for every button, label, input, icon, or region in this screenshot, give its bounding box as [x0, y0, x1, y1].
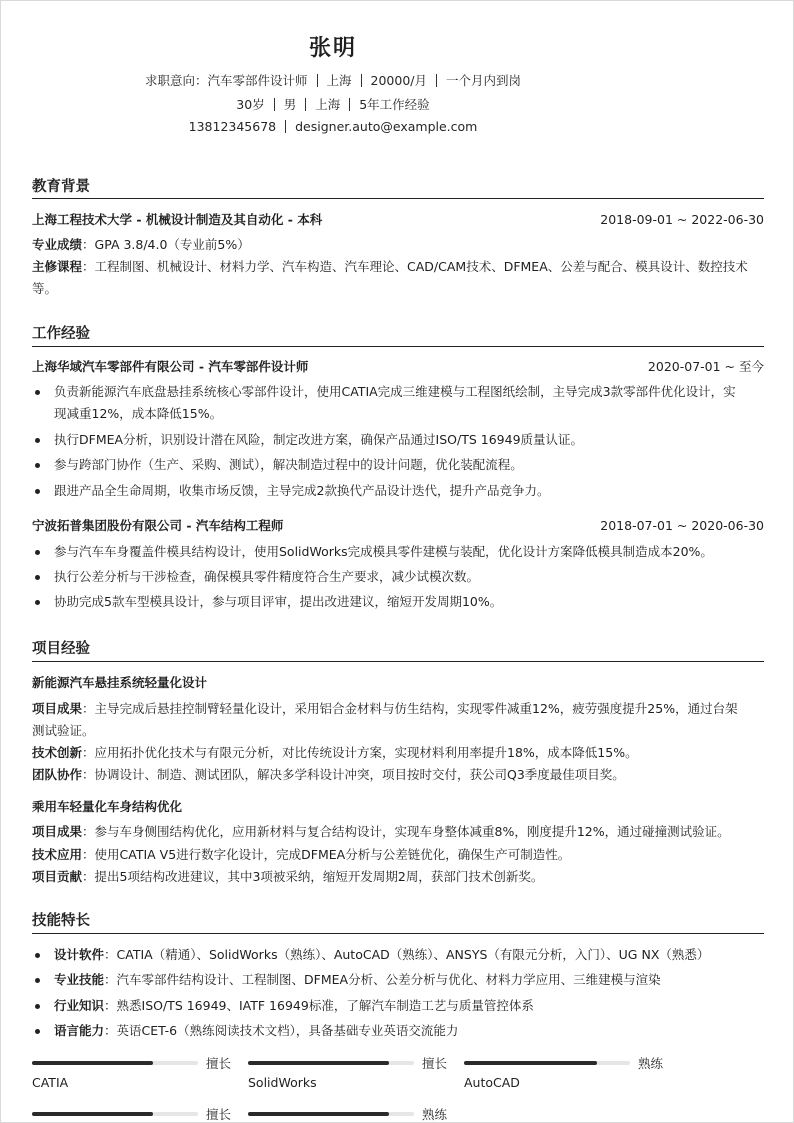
work-date: 2020-07-01 ~ 至今: [647, 359, 764, 374]
skill-bullet: [54, 944, 766, 966]
skill-bar: [464, 1061, 630, 1065]
skill-label: 语言能力: [54, 1023, 105, 1038]
project-item: [32, 742, 764, 764]
project-item-label: 技术创新: [32, 745, 83, 760]
skill-bar: [32, 1112, 198, 1116]
project-title: 新能源汽车悬挂系统轻量化设计: [32, 675, 208, 690]
phone: 13812345678: [188, 119, 277, 134]
work-bullet: 协助完成5款车型模具设计，参与项目评审，提出改进建议，缩短开发周期10%。: [54, 591, 766, 613]
courses-text: ：工程制图、机械设计、材料力学、汽车构造、汽车理论、CAD/CAM技术、DFMEA、公差与配合、模具设计、数控技术: [82, 259, 748, 274]
skill-label: 设计软件: [54, 947, 105, 962]
section-divider: [32, 346, 764, 347]
intent-city: 上海: [326, 73, 352, 88]
divider: [361, 74, 362, 87]
experience-years: 5年工作经验: [359, 97, 430, 112]
project-item: [32, 821, 764, 843]
education-date: 2018-09-01 ~ 2022-06-30: [600, 212, 764, 227]
project-item-text: ：参与车身侧围结构优化，应用新材料与复合结构设计，实现车身整体减重8%，刚度提升12%，通过碰撞测试验证。: [82, 824, 730, 839]
residence: 上海: [315, 97, 341, 112]
education-score: [32, 234, 764, 256]
candidate-name: 张明: [308, 36, 357, 61]
work-bullet: 执行公差分析与干涉检查，确保模具零件精度符合生产要求，减少试模次数。: [54, 566, 766, 588]
personal-info-line: [1, 95, 665, 113]
work-bullet: [54, 381, 766, 425]
project-item-label: 项目贡献: [32, 869, 83, 884]
work-entry-title: [32, 356, 764, 378]
skill-text: ：汽车零部件结构设计、工程制图、DFMEA分析、公差分析与优化、材料力学应用、三维建模与渲染: [104, 972, 661, 987]
skill-level: 熟练: [422, 1107, 448, 1122]
skill-level: 擅长: [422, 1056, 448, 1071]
project-item-label: 项目成果: [32, 824, 83, 839]
divider: [436, 74, 437, 87]
project-item: [32, 764, 764, 786]
skill-bullet: [54, 995, 766, 1017]
expected-salary: 20000/月: [370, 73, 427, 88]
skill-text: ：CATIA（精通）、SolidWorks（熟练）、AutoCAD（熟练）、ANSYS（有限元分析，入门）、UG NX（熟悉）: [104, 947, 710, 962]
divider: [349, 98, 350, 111]
skill-text: ：熟悉ISO/TS 16949、IATF 16949标准，了解汽车制造工艺与质量管控体系: [104, 998, 534, 1013]
courses-label: 主修课程: [32, 259, 83, 274]
work-bullet: 执行DFMEA分析，识别设计潜在风险，制定改进方案，确保产品通过ISO/TS 16949质量认证。: [54, 429, 766, 451]
skill-name: CATIA: [32, 1075, 69, 1090]
skill-level: 擅长: [206, 1107, 232, 1122]
contact-line: [1, 119, 665, 134]
job-intent: 求职意向：汽车零部件设计师: [144, 73, 308, 88]
divider: [317, 74, 318, 87]
education-entry: [32, 209, 764, 231]
section-title-projects: 项目经验: [32, 641, 90, 657]
divider: [274, 98, 275, 111]
section-divider: [32, 933, 764, 934]
skill-bar-fill: [464, 1061, 597, 1065]
availability: 一个月内到岗: [446, 73, 522, 88]
bullet-text: 负责新能源汽车底盘悬挂系统核心零部件设计，使用CATIA完成三维建模与工程图纸绘制，主导完成3款零部件优化设计，实: [54, 384, 736, 399]
skill-label: 专业技能: [54, 972, 105, 987]
project-item: [32, 866, 764, 888]
skill-bar-fill: [248, 1112, 389, 1116]
work-entry-title: [32, 515, 764, 537]
skill-name: SolidWorks: [248, 1075, 317, 1090]
education-courses: [32, 256, 764, 278]
project-item-text: ：使用CATIA V5进行数字化设计，完成DFMEA分析与公差链优化，确保生产可制造性。: [82, 847, 571, 862]
section-title-education: 教育背景: [32, 179, 90, 195]
skill-text: ：英语CET-6（熟练阅读技术文档），具备基础专业英语交流能力: [104, 1023, 459, 1038]
section-title-skills: 技能特长: [32, 913, 90, 929]
work-bullet: 跟进产品全生命周期，收集市场反馈，主导完成2款换代产品设计迭代，提升产品竞争力。: [54, 480, 766, 502]
work-title: 上海华域汽车零部件有限公司 - 汽车零部件设计师: [32, 359, 309, 374]
project-item-text: ：协调设计、制造、测试团队，解决多学科设计冲突，项目按时交付，获公司Q3季度最佳项目奖。: [82, 767, 625, 782]
education-title: 上海工程技术大学 - 机械设计制造及其自动化 - 本科: [32, 212, 323, 227]
skill-level: 擅长: [206, 1056, 232, 1071]
score-label: 专业成绩: [32, 237, 83, 252]
section-divider: [32, 661, 764, 662]
skill-bar: [32, 1061, 198, 1065]
skill-bar-fill: [32, 1112, 153, 1116]
project-item-text: ：提出5项结构改进建议，其中3项被采纳，缩短开发周期2周，获部门技术创新奖。: [82, 869, 544, 884]
skill-label: 行业知识: [54, 998, 105, 1013]
work-title: 宁波拓普集团股份有限公司 - 汽车结构工程师: [32, 518, 284, 533]
age: 30岁: [236, 97, 265, 112]
skill-bar: [248, 1061, 414, 1065]
gender: 男: [283, 97, 297, 112]
section-divider: [32, 198, 764, 199]
project-item-label: 团队协作: [32, 767, 83, 782]
education-courses-cont: 等。: [32, 281, 58, 296]
project-title: 乘用车轻量化车身结构优化: [32, 799, 183, 814]
divider: [305, 98, 306, 111]
divider: [285, 120, 286, 133]
project-item: [32, 844, 764, 866]
skill-bar: [248, 1112, 414, 1116]
skill-bar-fill: [32, 1061, 153, 1065]
project-item-label: 技术应用: [32, 847, 83, 862]
work-bullet: 参与跨部门协作（生产、采购、测试），解决制造过程中的设计问题，优化装配流程。: [54, 454, 766, 476]
project-item-text: ：主导完成后悬挂控制臂轻量化设计，采用铝合金材料与仿生结构，实现零件减重12%，疲劳强度提升25%，通过台架: [82, 701, 738, 716]
project-item-cont: 测试验证。: [32, 723, 95, 738]
project-item-label: 项目成果: [32, 701, 83, 716]
skill-bullet: [54, 969, 766, 991]
project-item-text: ：应用拓扑优化技术与有限元分析，对比传统设计方案，实现材料利用率提升18%，成本降低15%。: [82, 745, 638, 760]
skill-level: 熟练: [638, 1056, 664, 1071]
skill-bar-fill: [248, 1061, 389, 1065]
job-intent-line: [1, 71, 665, 89]
project-item: [32, 698, 764, 720]
email[interactable]: designer.auto@example.com: [295, 119, 478, 134]
skill-name: AutoCAD: [464, 1075, 520, 1090]
work-date: 2018-07-01 ~ 2020-06-30: [600, 518, 764, 533]
skill-bullet: [54, 1020, 766, 1042]
section-title-work: 工作经验: [32, 326, 90, 342]
score-text: ：GPA 3.8/4.0（专业前5%）: [82, 237, 250, 252]
bullet-text-cont: 现减重12%，成本降低15%。: [54, 406, 223, 421]
work-bullet: 参与汽车车身覆盖件模具结构设计，使用SolidWorks完成模具零件建模与装配，优化设计方案降低模具制造成本20%。: [54, 541, 766, 563]
